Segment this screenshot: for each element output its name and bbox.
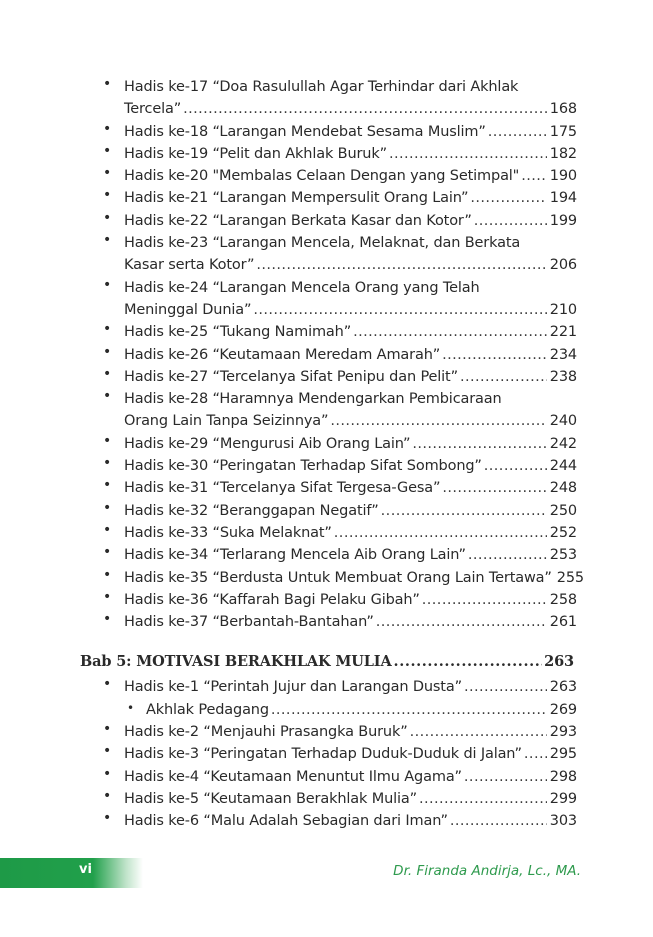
toc-entry-title: Hadis ke-33 “Suka Melaknat” bbox=[124, 524, 332, 541]
toc-entry-title: Hadis ke-6 “Malu Adalah Sebagian dari Iman” bbox=[124, 813, 448, 830]
bullet-icon: • bbox=[103, 721, 112, 738]
toc-entry-title: Hadis ke-29 “Mengurusi Aib Orang Lain” bbox=[124, 435, 411, 452]
toc-entry bbox=[0, 143, 653, 165]
bullet-icon: • bbox=[103, 765, 112, 782]
toc-entry bbox=[0, 699, 653, 721]
dot-leader bbox=[330, 410, 546, 432]
toc-entry bbox=[0, 76, 653, 121]
dot-leader bbox=[389, 143, 547, 165]
toc-entry-title: Hadis ke-22 “Larangan Berkata Kasar dan Kotor” bbox=[124, 212, 472, 229]
toc-page-number: 244 bbox=[549, 458, 577, 475]
toc-page-number: 261 bbox=[549, 614, 577, 631]
toc-page-number: 168 bbox=[549, 101, 577, 118]
toc-entry-title: Hadis ke-19 “Pelit dan Akhlak Buruk” bbox=[124, 145, 387, 162]
toc-entry-title: Hadis ke-27 “Tercelanya Sifat Penipu dan Pelit” bbox=[124, 368, 458, 385]
bullet-icon: • bbox=[103, 142, 112, 159]
bullet-icon: • bbox=[103, 787, 112, 804]
toc-entry bbox=[0, 433, 653, 455]
toc-entry-title: Orang Lain Tanpa Seizinnya” bbox=[124, 413, 329, 430]
toc-entry-title: Hadis ke-2 “Menjauhi Prasangka Buruk” bbox=[124, 724, 408, 741]
toc-page-number: 248 bbox=[549, 480, 577, 497]
toc-entry-title: Hadis ke-17 “Doa Rasulullah Agar Terhindar dari Akhlak bbox=[124, 79, 519, 95]
bullet-icon: • bbox=[103, 743, 112, 760]
toc-entry-title: Hadis ke-5 “Keutamaan Berakhlak Mulia” bbox=[124, 790, 417, 807]
dot-leader bbox=[394, 650, 543, 674]
toc-page-number: 252 bbox=[549, 524, 577, 541]
toc-page-number: 206 bbox=[549, 257, 577, 274]
toc-page-number: 210 bbox=[549, 301, 577, 318]
toc-entry bbox=[0, 743, 653, 765]
toc-entry-title: Hadis ke-37 “Berbantah-Bantahan” bbox=[124, 614, 374, 631]
toc-entry-title: Hadis ke-23 “Larangan Mencela, Melaknat, dan Berkata bbox=[124, 235, 521, 252]
toc-entry bbox=[0, 676, 653, 698]
toc-entry-title: Hadis ke-20 "Membalas Celaan Dengan yang Setimpal" bbox=[124, 168, 520, 185]
toc-entry bbox=[0, 165, 653, 187]
toc-page-number: 194 bbox=[549, 190, 577, 207]
toc-entry-title: Hadis ke-36 “Kaffarah Bagi Pelaku Gibah” bbox=[124, 591, 420, 608]
dot-leader bbox=[256, 254, 546, 276]
toc-entry bbox=[0, 810, 653, 832]
bullet-icon: • bbox=[103, 276, 112, 293]
toc-entry bbox=[0, 277, 653, 322]
toc-entry-title: Hadis ke-35 “Berdusta Untuk Membuat Orang Lain Tertawa” bbox=[124, 569, 552, 586]
bullet-icon: • bbox=[103, 477, 112, 494]
toc-page-number: 263 bbox=[544, 653, 574, 671]
toc-entry bbox=[0, 366, 653, 388]
bullet-icon: • bbox=[103, 120, 112, 137]
toc-page-number: 295 bbox=[549, 746, 577, 763]
toc-page-number: 293 bbox=[549, 724, 577, 741]
toc-page-number: 298 bbox=[549, 768, 577, 785]
toc-page-number: 182 bbox=[549, 145, 577, 162]
toc-entry bbox=[0, 567, 653, 589]
bullet-icon: • bbox=[103, 544, 112, 561]
toc-entry-title: Bab 5: MOTIVASI BERAKHLAK MULIA bbox=[80, 653, 392, 671]
toc-page-number: 303 bbox=[549, 813, 577, 830]
toc-entry bbox=[0, 721, 653, 743]
bullet-icon: • bbox=[103, 209, 112, 226]
table-of-contents bbox=[0, 76, 653, 833]
toc-entry bbox=[0, 321, 653, 343]
toc-entry bbox=[0, 121, 653, 143]
dot-leader bbox=[524, 743, 547, 765]
bullet-icon: • bbox=[103, 521, 112, 538]
bullet-icon: • bbox=[103, 343, 112, 360]
bullet-icon: • bbox=[103, 810, 112, 827]
toc-entry bbox=[0, 477, 653, 499]
bullet-icon: • bbox=[103, 676, 112, 693]
dot-leader bbox=[450, 810, 547, 832]
toc-page-number: 258 bbox=[549, 591, 577, 608]
dot-leader bbox=[381, 500, 547, 522]
toc-entry-title: Hadis ke-28 “Haramnya Mendengarkan Pembicaraan bbox=[124, 391, 502, 408]
dot-leader bbox=[470, 187, 546, 209]
dot-leader bbox=[464, 676, 547, 698]
toc-entry bbox=[0, 522, 653, 544]
dot-leader bbox=[460, 366, 547, 388]
dot-leader bbox=[353, 321, 547, 343]
toc-page-number: 299 bbox=[549, 790, 577, 807]
toc-page-number: 253 bbox=[549, 547, 577, 564]
bullet-icon: • bbox=[103, 232, 112, 249]
dot-leader bbox=[419, 788, 547, 810]
dot-leader bbox=[468, 544, 547, 566]
toc-entry bbox=[0, 788, 653, 810]
toc-entry bbox=[0, 187, 653, 209]
toc-entry bbox=[0, 388, 653, 433]
dot-leader bbox=[253, 299, 546, 321]
toc-page-number: 242 bbox=[549, 435, 577, 452]
toc-entry-title: Hadis ke-24 “Larangan Mencela Orang yang Telah bbox=[124, 279, 480, 296]
bullet-icon: • bbox=[103, 388, 112, 405]
toc-entry bbox=[0, 210, 653, 232]
dot-leader bbox=[271, 699, 547, 721]
toc-entry-title: Hadis ke-18 “Larangan Mendebat Sesama Muslim” bbox=[124, 123, 486, 140]
toc-entry-title: Tercela” bbox=[124, 101, 182, 118]
dot-leader bbox=[442, 344, 547, 366]
bullet-icon: • bbox=[103, 499, 112, 516]
toc-entry-title: Akhlak Pedagang bbox=[146, 701, 269, 718]
toc-entry bbox=[0, 611, 653, 633]
toc-entry bbox=[0, 344, 653, 366]
dot-leader bbox=[442, 477, 546, 499]
dot-leader bbox=[376, 611, 547, 633]
dot-leader bbox=[484, 455, 547, 477]
toc-entry-title: Hadis ke-3 “Peringatan Terhadap Duduk-Duduk di Jalan” bbox=[124, 746, 522, 763]
toc-entry-title: Kasar serta Kotor” bbox=[124, 257, 255, 274]
toc-page-number: 175 bbox=[549, 123, 577, 140]
toc-page-number: 240 bbox=[549, 413, 577, 430]
dot-leader bbox=[334, 522, 547, 544]
toc-entry bbox=[0, 589, 653, 611]
toc-entry-title: Hadis ke-21 “Larangan Mempersulit Orang Lain” bbox=[124, 190, 469, 207]
bullet-icon: • bbox=[103, 432, 112, 449]
toc-page-number: 199 bbox=[549, 212, 577, 229]
toc-page-number: 269 bbox=[549, 701, 577, 718]
toc-entry-title: Meninggal Dunia” bbox=[124, 301, 252, 318]
bullet-icon: • bbox=[103, 76, 112, 92]
toc-page-number: 221 bbox=[549, 324, 577, 341]
toc-page-number: 190 bbox=[549, 168, 577, 185]
toc-entry bbox=[0, 455, 653, 477]
toc-entry-title: Hadis ke-34 “Terlarang Mencela Aib Orang Lain” bbox=[124, 547, 466, 564]
toc-entry bbox=[0, 500, 653, 522]
bullet-icon: • bbox=[103, 365, 112, 382]
toc-page-number: 238 bbox=[549, 368, 577, 385]
page-number: vi bbox=[79, 862, 92, 877]
dot-leader bbox=[474, 210, 547, 232]
toc-entry-title: Hadis ke-4 “Keutamaan Menuntut Ilmu Agama” bbox=[124, 768, 462, 785]
toc-entry-title: Hadis ke-30 “Peringatan Terhadap Sifat Sombong” bbox=[124, 458, 482, 475]
footer-author: Dr. Firanda Andirja, Lc., MA. bbox=[393, 863, 581, 879]
dot-leader bbox=[412, 433, 546, 455]
toc-page-number: 255 bbox=[556, 569, 585, 586]
bullet-icon: • bbox=[103, 566, 112, 583]
toc-entry-title: Hadis ke-1 “Perintah Jujur dan Larangan Dusta” bbox=[124, 679, 462, 696]
toc-entry bbox=[0, 766, 653, 788]
dot-leader bbox=[410, 721, 547, 743]
dot-leader bbox=[422, 589, 547, 611]
toc-page-number: 234 bbox=[549, 346, 577, 363]
footer-page-tab bbox=[0, 858, 143, 888]
bullet-icon: • bbox=[127, 700, 134, 715]
bullet-icon: • bbox=[103, 165, 112, 182]
dot-leader bbox=[183, 98, 547, 120]
bullet-icon: • bbox=[103, 321, 112, 338]
toc-entry-title: Hadis ke-31 “Tercelanya Sifat Tergesa-Gesa” bbox=[124, 480, 441, 497]
toc-entry-title: Hadis ke-32 “Beranggapan Negatif” bbox=[124, 502, 379, 519]
bullet-icon: • bbox=[103, 187, 112, 204]
bullet-icon: • bbox=[103, 455, 112, 472]
bullet-icon: • bbox=[103, 588, 112, 605]
dot-leader bbox=[488, 121, 547, 143]
toc-entry-title: Hadis ke-25 “Tukang Namimah” bbox=[124, 324, 352, 341]
chapter-heading bbox=[0, 650, 653, 674]
dot-leader bbox=[464, 766, 547, 788]
dot-leader bbox=[521, 165, 547, 187]
bullet-icon: • bbox=[103, 611, 112, 628]
toc-page-number: 263 bbox=[549, 679, 577, 696]
toc-page-number: 250 bbox=[549, 502, 577, 519]
toc-entry-title: Hadis ke-26 “Keutamaan Meredam Amarah” bbox=[124, 346, 441, 363]
toc-entry bbox=[0, 232, 653, 277]
toc-entry bbox=[0, 544, 653, 566]
